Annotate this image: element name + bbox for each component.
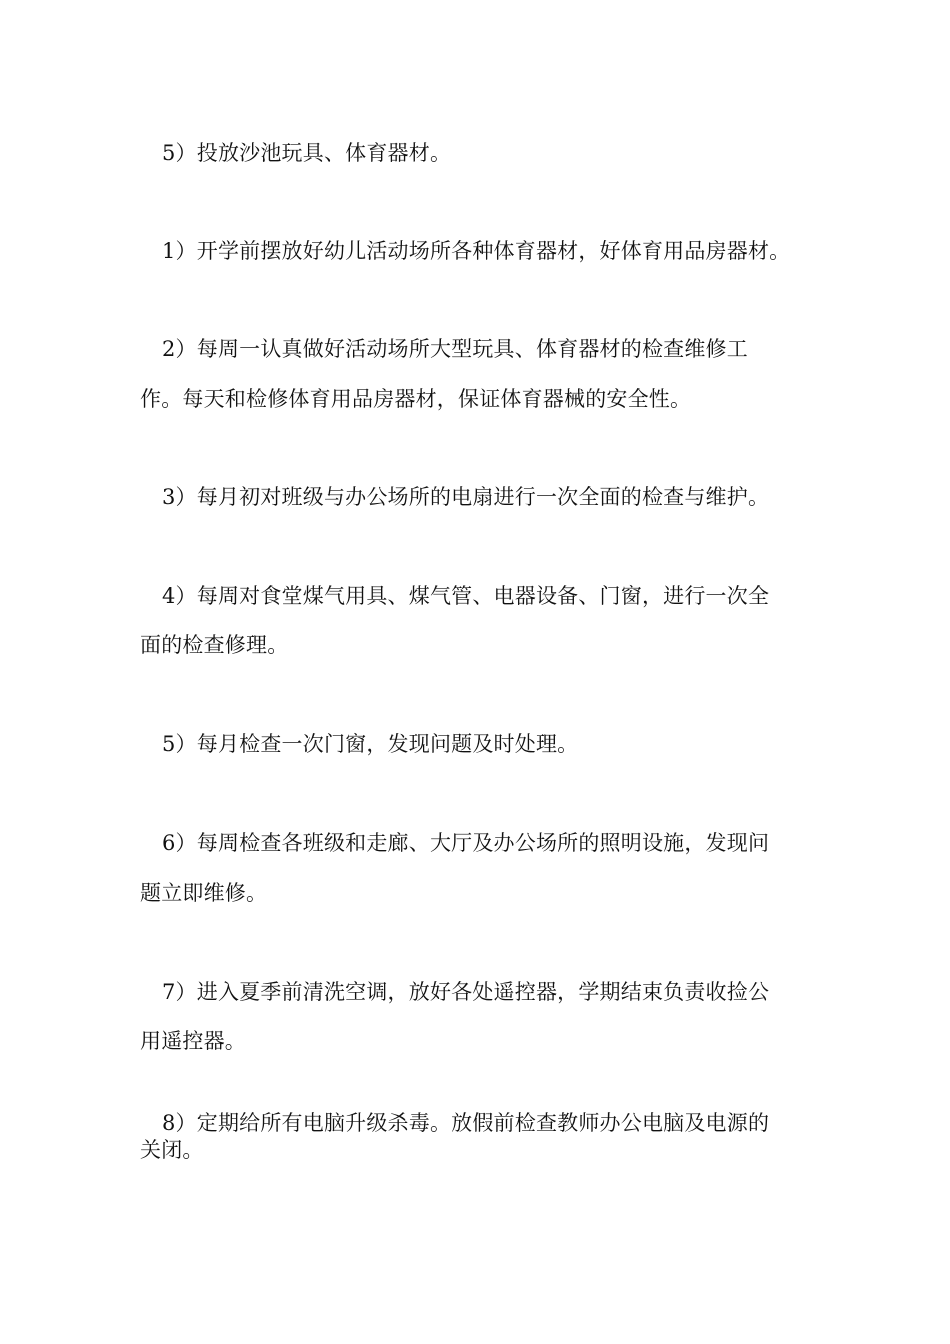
- paragraph-line: 题立即维修。: [140, 881, 268, 905]
- paragraph-line: 7）进入夏季前清洗空调，放好各处遥控器，学期结束负责收捡公: [162, 980, 770, 1004]
- paragraph-line: 3）每月初对班级与办公场所的电扇进行一次全面的检查与维护。: [162, 485, 770, 509]
- paragraph-line: 8）定期给所有电脑升级杀毒。放假前检查教师办公电脑及电源的: [162, 1111, 770, 1135]
- paragraph-line: 1）开学前摆放好幼儿活动场所各种体育器材，好体育用品房器材。: [162, 239, 791, 263]
- paragraph-line: 面的检查修理。: [140, 633, 289, 657]
- paragraph-line: 作。每天和检修体育用品房器材，保证体育器械的安全性。: [140, 387, 692, 411]
- paragraph-line: 6）每周检查各班级和走廊、大厅及办公场所的照明设施，发现问: [162, 831, 770, 855]
- paragraph-line: 关闭。: [140, 1138, 204, 1162]
- paragraph-line: 用遥控器。: [140, 1029, 246, 1053]
- paragraph-line: 2）每周一认真做好活动场所大型玩具、体育器材的检查维修工: [162, 337, 748, 361]
- paragraph-line: 5）投放沙池玩具、体育器材。: [162, 141, 452, 165]
- paragraph-line: 4）每周对食堂煤气用具、煤气管、电器设备、门窗，进行一次全: [162, 584, 770, 608]
- paragraph-line: 5）每月检查一次门窗，发现问题及时处理。: [162, 732, 579, 756]
